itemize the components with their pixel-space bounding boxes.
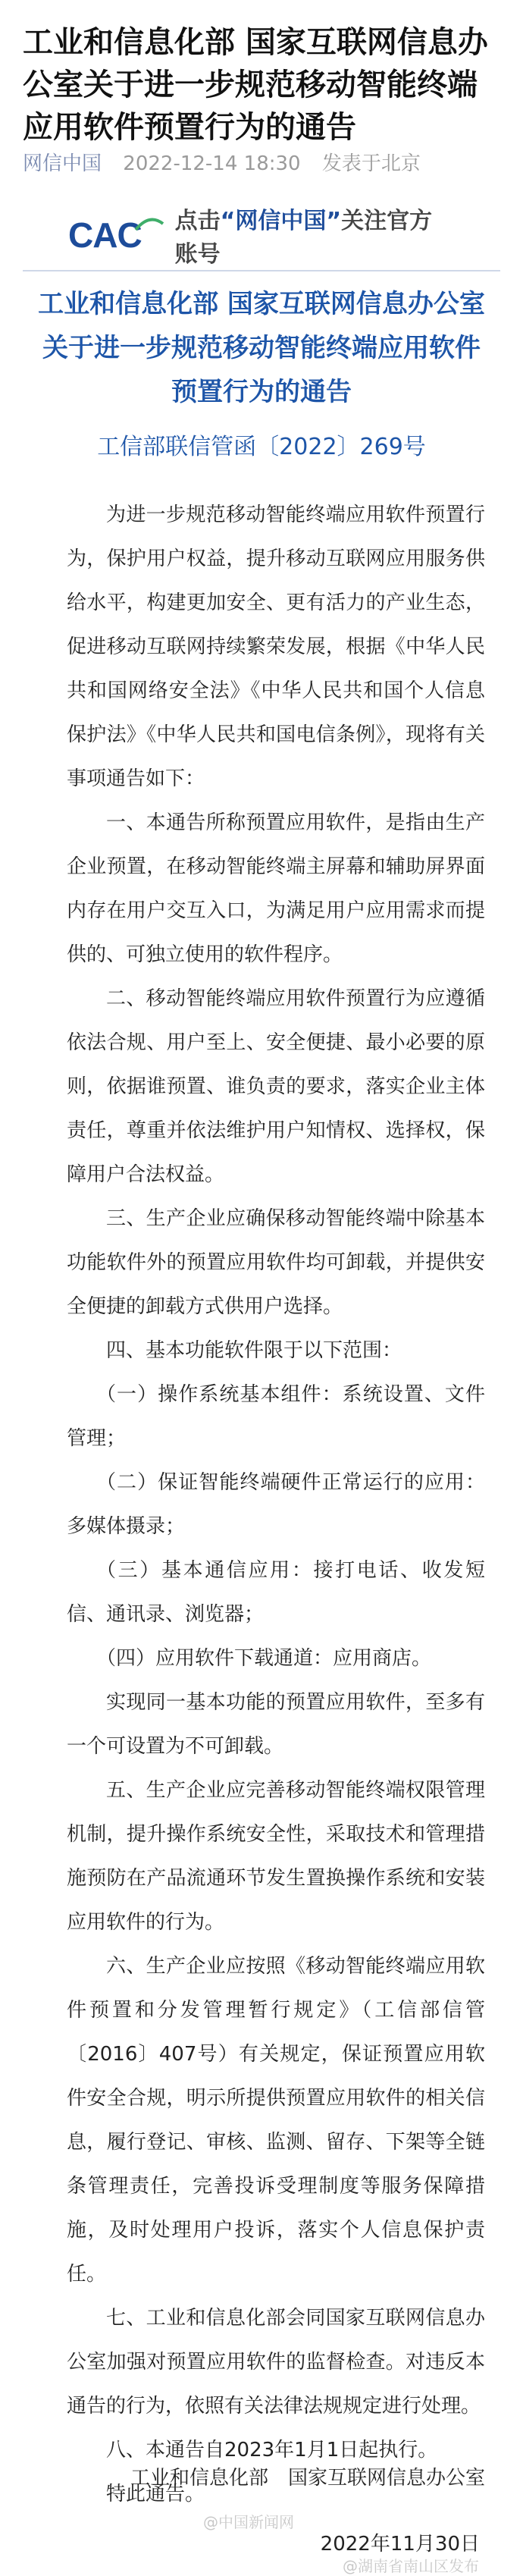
- notice-paragraph: 六、生产企业应按照《移动智能终端应用软件预置和分发管理暂行规定》（工信部信管〔2016〕407号）有关规定，保证预置应用软件安全合规，明示所提供预置应用软件的相关信息，履行登记、审核、监测、留存、下架等全链条管理责任，完善投诉受理制度等服务保障措施，及时处理用户投诉，落实个人信息保护责任。: [67, 1955, 485, 2286]
- watermark-right: @湖南省南山区发布: [343, 2557, 479, 2575]
- follow-banner-suffix: 关注官方账号: [174, 208, 433, 268]
- notice-paragraph: 一、本通告所称预置应用软件，是指由生产企业预置，在移动智能终端主屏幕和辅助屏界面内存在用户交互入口，为满足用户应用需求而提供的、可独立使用的软件程序。: [67, 811, 485, 966]
- notice-date: 2022年11月30日: [320, 2533, 480, 2556]
- cac-arc-icon: [134, 215, 164, 233]
- notice-paragraph: 为进一步规范移动智能终端应用软件预置行为，保护用户权益，提升移动互联网应用服务供给水平，构建更加安全、更有活力的产业生态，促进移动互联网持续繁荣发展，根据《中华人民共和国网络安全法》《中华人民共和国个人信息保护法》《中华人民共和国电信条例》，现将有关事项通告如下：: [67, 504, 485, 790]
- notice-paragraph: 七、工业和信息化部会同国家互联网信息办公室加强对预置应用软件的监督检查。对违反本通告的行为，依照有关法律法规规定进行处理。: [67, 2307, 485, 2418]
- banner-divider: [23, 270, 500, 271]
- watermark-left: @中国新闻网: [203, 2513, 294, 2531]
- follow-banner-prefix: 点击: [174, 208, 221, 234]
- notice-paragraph: （四）应用软件下载通道：应用商店。: [96, 1647, 432, 1670]
- notice-paragraph: （一）操作系统基本组件：系统设置、文件管理；: [67, 1383, 485, 1450]
- article-datetime: 2022-12-14 18:30: [123, 152, 301, 175]
- follow-banner[interactable]: [68, 206, 455, 268]
- follow-banner-text: [175, 202, 455, 268]
- article-source-link[interactable]: 网信中国: [23, 152, 102, 175]
- notice-body: [67, 493, 485, 2516]
- notice-paragraph: 四、基本功能软件限于以下范围：: [106, 1339, 402, 1362]
- notice-paragraph: （二）保证智能终端硬件正常运行的应用：多媒体摄录；: [67, 1471, 485, 1538]
- article-title: 工业和信息化部 国家互联网信息办公室关于进一步规范移动智能终端应用软件预置行为的通告: [23, 25, 488, 145]
- notice-paragraph: 八、本通告自2023年1月1日起执行。: [106, 2439, 438, 2461]
- notice-paragraph: 五、生产企业应完善移动智能终端权限管理机制，提升操作系统安全性，采取技术和管理措施预防在产品流通环节发生置换操作系统和安装应用软件的行为。: [67, 1779, 485, 1934]
- follow-banner-account[interactable]: “网信中国”: [220, 208, 342, 234]
- notice-document-number: 工信部联信管函〔2022〕269号: [97, 434, 426, 460]
- cac-logo-text: CAC: [68, 215, 142, 255]
- notice-paragraph: 二、移动智能终端应用软件预置行为应遵循依法合规、用户至上、安全便捷、最小必要的原则，依据谁预置、谁负责的要求，落实企业主体责任，尊重并依法维护用户知情权、选择权，保障用户合法权益。: [67, 987, 485, 1186]
- notice-paragraph: 实现同一基本功能的预置应用软件，至多有一个可设置为不可卸载。: [67, 1691, 485, 1758]
- notice-title: 工业和信息化部 国家互联网信息办公室关于进一步规范移动智能终端应用软件预置行为的通告: [38, 289, 485, 407]
- notice-paragraph: （三）基本通信应用：接打电话、收发短信、通讯录、浏览器；: [67, 1559, 485, 1626]
- notice-paragraph: 特此通告。: [106, 2483, 205, 2505]
- cac-logo: [68, 215, 164, 256]
- article-meta: [23, 150, 500, 177]
- notice-paragraph: 三、生产企业应确保移动智能终端中除基本功能软件外的预置应用软件均可卸载，并提供安全便捷的卸载方式供用户选择。: [67, 1207, 485, 1318]
- article-location: 发表于北京: [321, 152, 421, 175]
- notice-signatories: 工业和信息化部 国家互联网信息办公室: [130, 2467, 485, 2490]
